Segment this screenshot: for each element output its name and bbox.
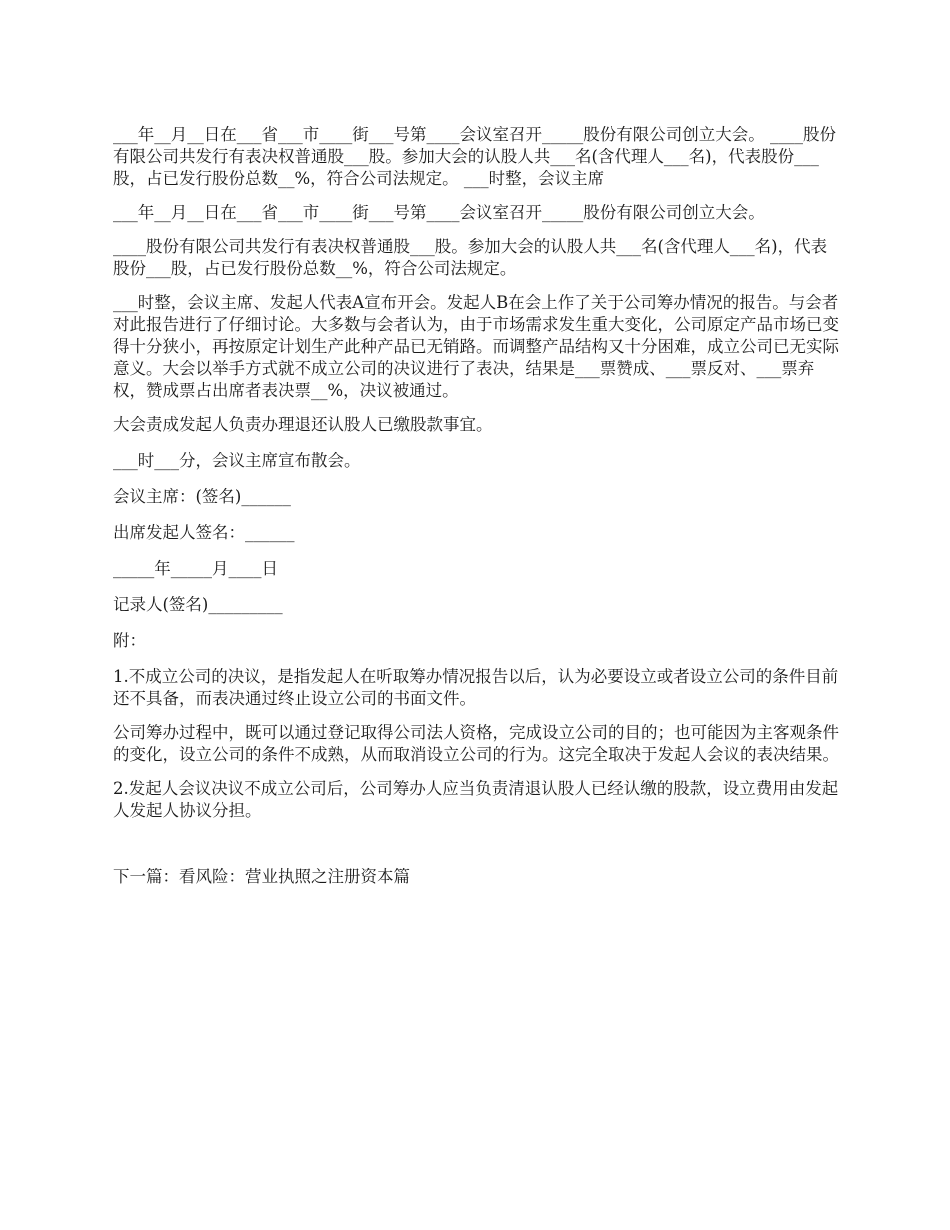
paragraph-refund-resolution: 大会责成发起人负责办理退还认股人已缴股款事宜。 bbox=[113, 415, 493, 434]
appendix-note-1: 1.不成立公司的决议，是指发起人在听取筹办情况报告以后，认为必要设立或者设立公司的条件目前还不具备，而表决通过终止设立公司的书面文件。 bbox=[113, 667, 839, 708]
document-body bbox=[113, 124, 843, 888]
promoters-signature-line: 出席发起人签名：______ bbox=[113, 523, 295, 542]
paragraph-meeting-proceedings: ___时整，会议主席、发起人代表A宣布开会。发起人B在会上作了关于公司筹办情况的报告。与会者对此报告进行了仔细讨论。大多数与会者认为，由于市场需求发生重大变化，公司原定产品市场已变得十分狭小，再按原定计划生产此种产品已无销路。而调整产品结构又十分困难，成立公司已无实际意义。大会以举手方式就不成立公司的决议进行了表决，结果是___票赞成、___票反对、___票弃权，赞成票占出席者表决票__%，决议被通过。 bbox=[113, 293, 839, 400]
appendix-note-1-detail: 公司筹办过程中，既可以通过登记取得公司法人资格，完成设立公司的目的；也可能因为主客观条件的变化，设立公司的条件不成熟，从而取消设立公司的行为。这完全取决于发起人会议的表决结果。 bbox=[113, 723, 839, 764]
chair-signature-line: 会议主席：(签名)______ bbox=[113, 487, 291, 506]
section-spacer bbox=[113, 822, 843, 866]
paragraph-meeting-venue: ___年__月__日在___省___市____街___号第____会议室召开_____股份有限公司创立大会。 bbox=[113, 203, 765, 222]
recorder-signature-line: 记录人(签名)_________ bbox=[113, 595, 283, 614]
paragraph-intro-summary: ___年__月__日在___省___市____街___号第____会议室召开_____股份有限公司创立大会。 ____股份有限公司共发行有表决权普通股___股。参加大会的认股人共___名(含代理人___名)，代表股份___股，占已发行股份总数__%，符合公司法规定。 ___时整，会议主席 bbox=[113, 125, 836, 188]
paragraph-shares-attendance: ____股份有限公司共发行有表决权普通股___股。参加大会的认股人共___名(含代理人___名)，代表股份___股，占已发行股份总数__%，符合公司法规定。 bbox=[113, 237, 828, 278]
date-line: _____年_____月____日 bbox=[113, 559, 278, 578]
appendix-heading: 附： bbox=[113, 631, 146, 650]
paragraph-adjournment: ___时___分，会议主席宣布散会。 bbox=[113, 451, 361, 470]
appendix-note-2: 2.发起人会议决议不成立公司后，公司筹办人应当负责清退认股人已经认缴的股款，设立费用由发起人发起人协议分担。 bbox=[113, 779, 839, 820]
next-article-link[interactable]: 下一篇：看风险：营业执照之注册资本篇 bbox=[113, 867, 410, 886]
